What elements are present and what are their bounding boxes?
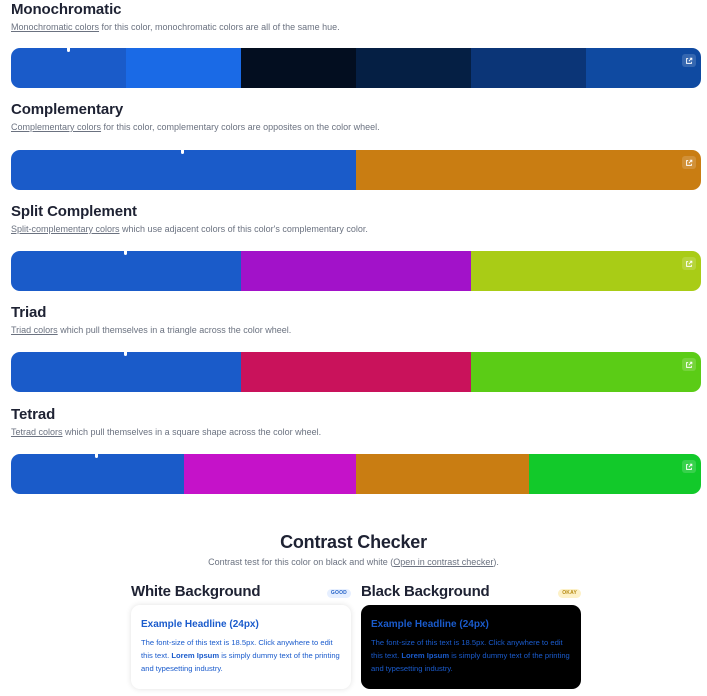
section-description: Complementary colors for this color, complementary colors are opposites on the color wheel. (11, 122, 380, 132)
color-swatch[interactable] (471, 48, 586, 88)
color-swatch[interactable] (529, 454, 702, 494)
current-color-marker (124, 352, 127, 356)
section-title: Split Complement (11, 203, 137, 220)
section-description: Split-complementary colors which use adjacent colors of this color's complementary color. (11, 224, 368, 234)
color-swatch[interactable] (11, 352, 241, 392)
white-background-title: White Background (131, 583, 261, 600)
monochromatic-link[interactable]: Monochromatic colors (11, 22, 100, 32)
section-title: Monochromatic (11, 1, 122, 18)
black-background-preview[interactable] (361, 605, 581, 689)
color-swatch[interactable] (356, 454, 529, 494)
color-swatch[interactable] (356, 150, 701, 190)
triad-section (11, 304, 701, 336)
open-palette-icon[interactable] (682, 460, 696, 473)
color-swatch[interactable] (11, 454, 184, 494)
complementary-palette (11, 150, 701, 190)
complementary-link[interactable]: Complementary colors (11, 122, 102, 132)
example-body-text[interactable]: The font-size of this text is 18.5px. Click anywhere to edit this text. Lorem Ipsum is simply dummy text of the printing and typesetting industry. (141, 638, 340, 673)
color-swatch[interactable] (241, 352, 471, 392)
open-palette-icon[interactable] (682, 257, 696, 270)
contrast-checker-subtitle: Contrast test for this color on black and white (Open in contrast checker). (208, 557, 499, 567)
current-color-marker (95, 454, 98, 458)
color-swatch[interactable] (241, 251, 471, 291)
tetrad-palette (11, 454, 701, 494)
monochromatic-palette (11, 48, 701, 88)
current-color-marker (124, 251, 127, 255)
color-swatch[interactable] (356, 48, 471, 88)
monochromatic-section (11, 1, 701, 33)
example-body-text[interactable]: The font-size of this text is 18.5px. Click anywhere to edit this text. Lorem Ipsum is simply dummy text of the printing and typesetting industry. (371, 638, 570, 673)
split-complement-palette (11, 251, 701, 291)
open-palette-icon[interactable] (682, 358, 696, 371)
color-swatch[interactable] (471, 251, 701, 291)
open-contrast-checker-link[interactable]: Open in contrast checker (393, 557, 494, 567)
split-complement-link[interactable]: Split-complementary colors (11, 224, 120, 234)
open-palette-icon[interactable] (682, 54, 696, 67)
color-swatch[interactable] (184, 454, 357, 494)
complementary-section (11, 101, 701, 133)
current-color-marker (181, 150, 184, 154)
example-headline[interactable]: Example Headline (24px) (371, 619, 489, 630)
section-title: Complementary (11, 101, 124, 118)
white-background-preview[interactable] (131, 605, 351, 689)
color-swatch[interactable] (471, 352, 701, 392)
contrast-checker-title: Contrast Checker (280, 532, 427, 552)
black-background-title: Black Background (361, 583, 490, 600)
section-title: Tetrad (11, 406, 56, 423)
example-headline[interactable]: Example Headline (24px) (141, 619, 259, 630)
color-swatch[interactable] (11, 48, 126, 88)
color-swatch[interactable] (11, 150, 356, 190)
tetrad-link[interactable]: Tetrad colors (11, 427, 63, 437)
black-background-header (361, 583, 581, 601)
section-description: Monochromatic colors for this color, monochromatic colors are all of the same hue. (11, 22, 340, 32)
color-swatch[interactable] (126, 48, 241, 88)
color-swatch[interactable] (11, 251, 241, 291)
current-color-marker (67, 48, 70, 52)
section-title: Triad (11, 304, 47, 321)
white-background-header (131, 583, 351, 601)
contrast-rating-badge: GOOD (327, 589, 351, 598)
section-description: Triad colors which pull themselves in a triangle across the color wheel. (11, 325, 292, 335)
tetrad-section (11, 406, 701, 438)
color-swatch[interactable] (241, 48, 356, 88)
triad-palette (11, 352, 701, 392)
split-complement-section (11, 203, 701, 235)
open-palette-icon[interactable] (682, 156, 696, 169)
contrast-rating-badge: OKAY (558, 589, 581, 598)
section-description: Tetrad colors which pull themselves in a square shape across the color wheel. (11, 427, 322, 437)
triad-link[interactable]: Triad colors (11, 325, 58, 335)
